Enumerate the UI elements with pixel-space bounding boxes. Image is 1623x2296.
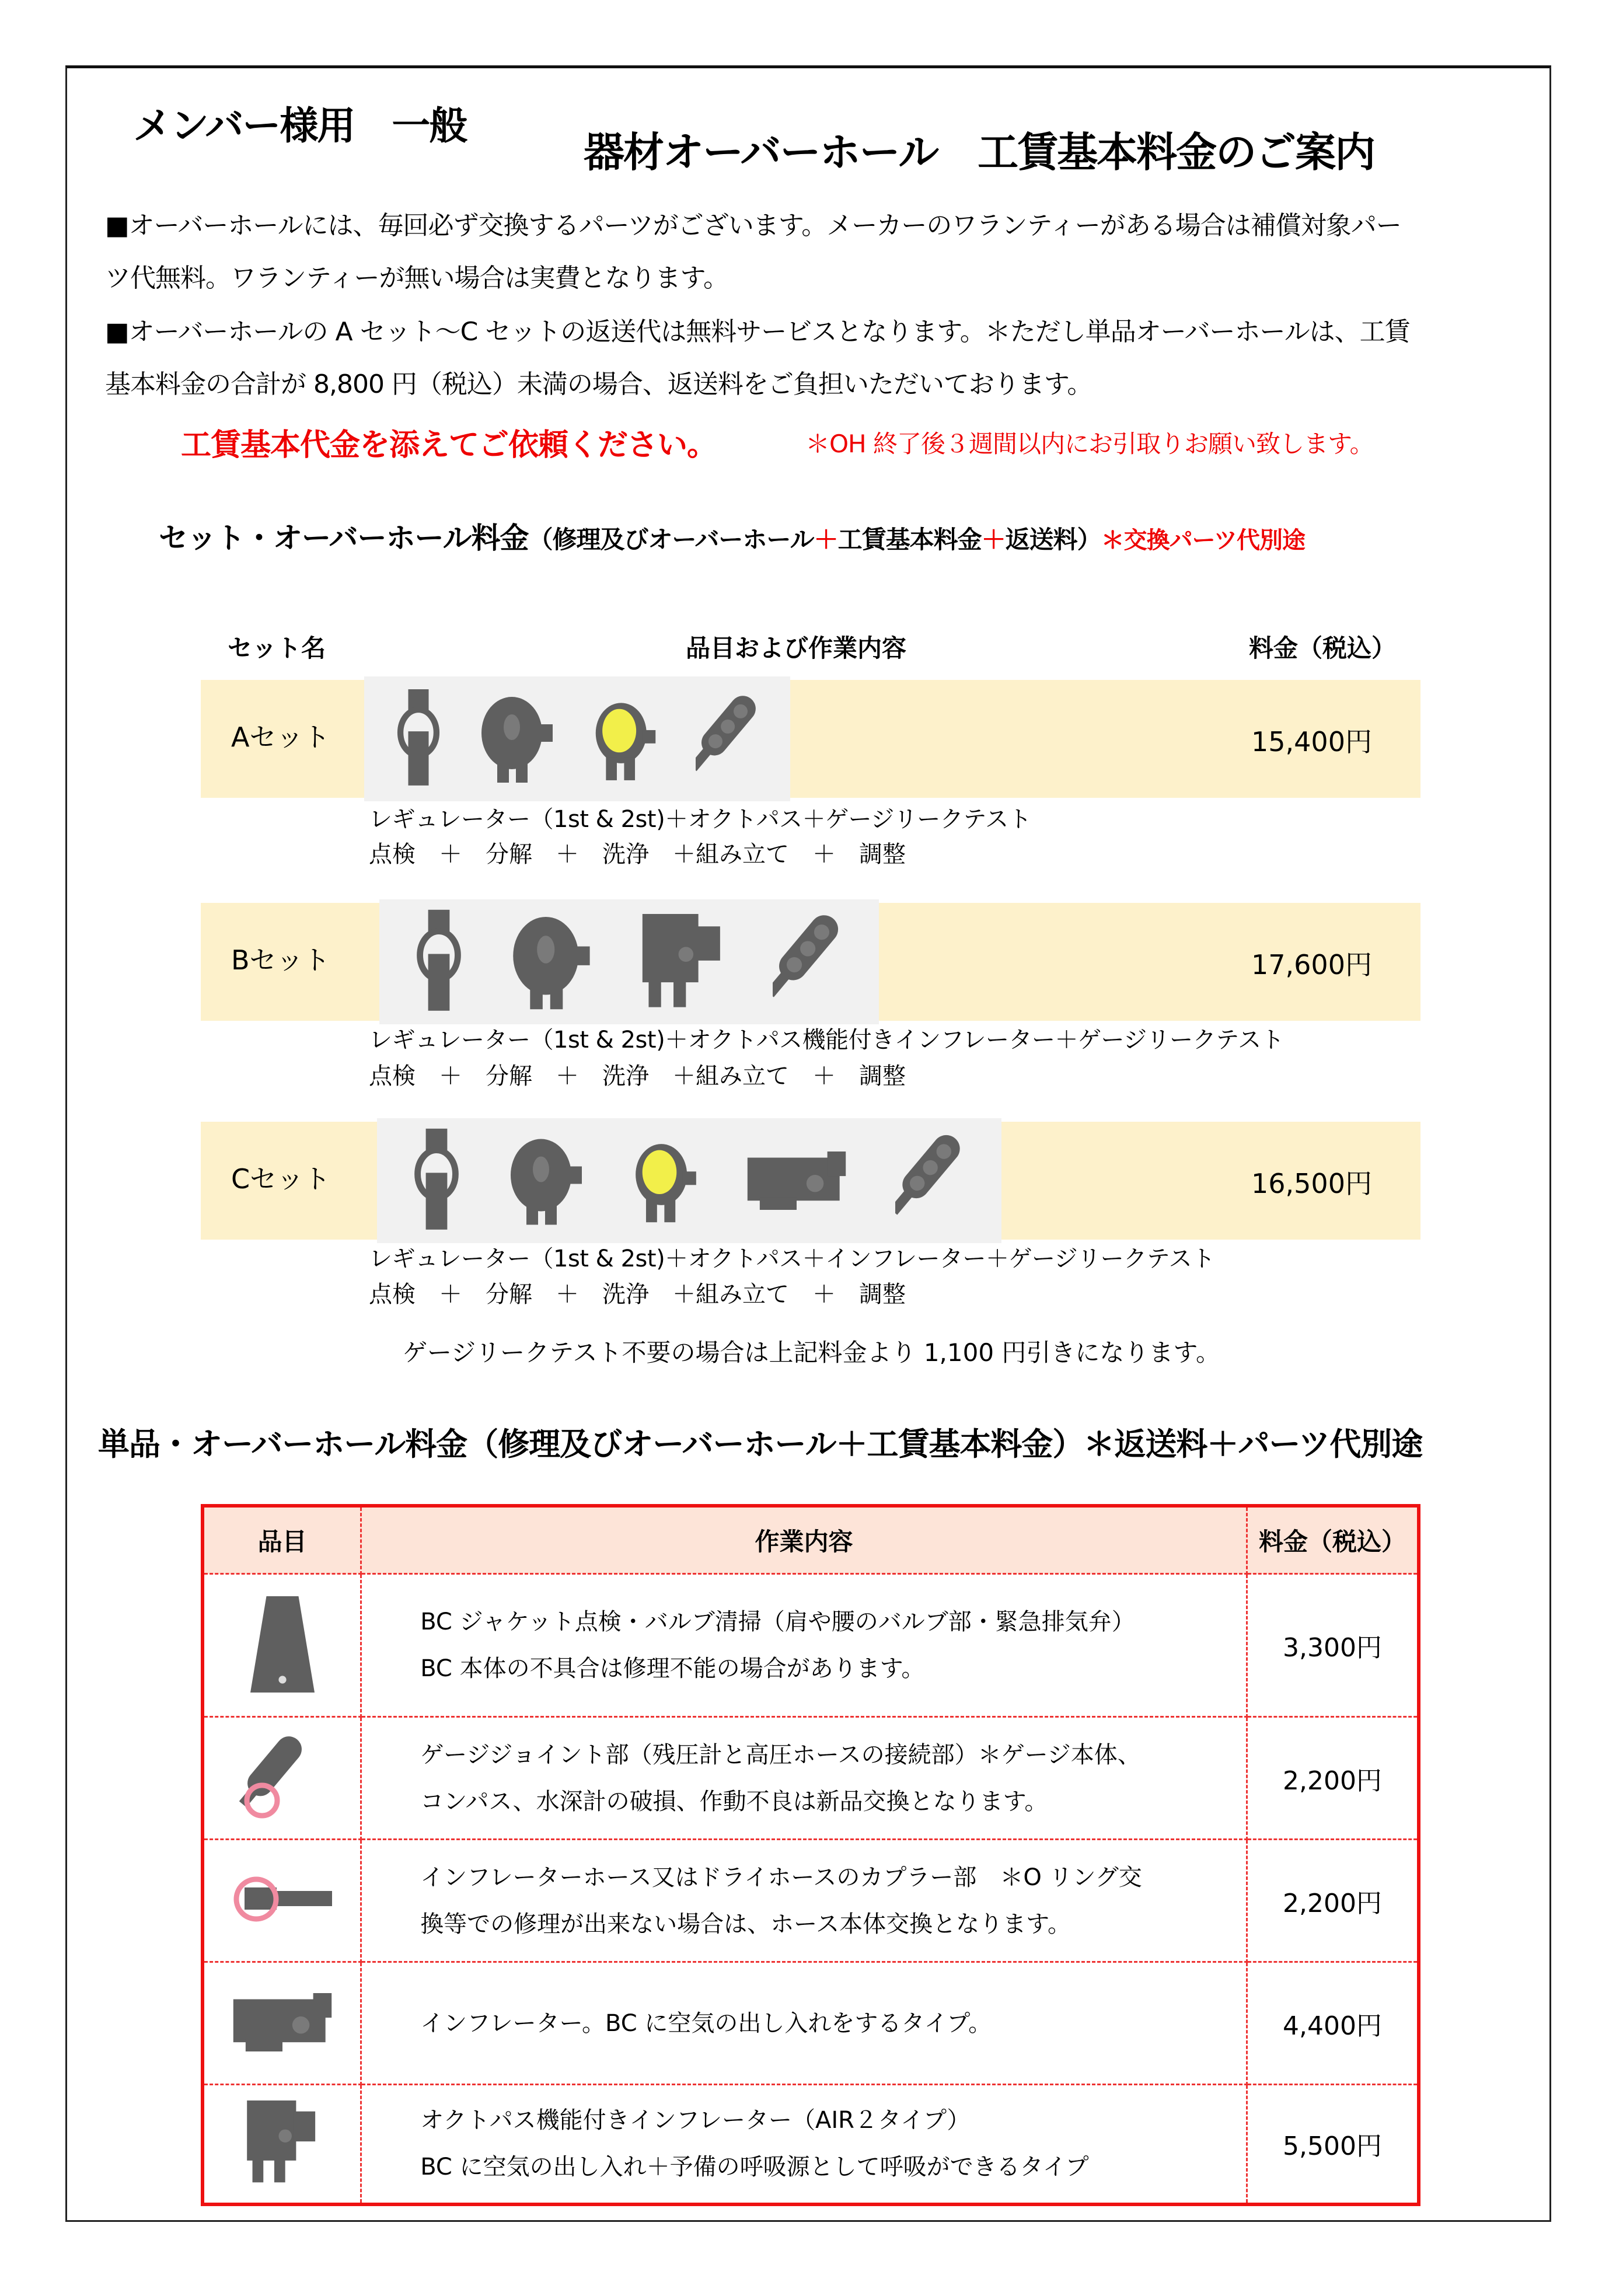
- table-row: [203, 1574, 1419, 1717]
- work-line: BC に空気の出し入れ＋予備の呼吸源として呼吸ができるタイプ: [420, 2154, 1089, 2181]
- column-header-item: 品目: [203, 1506, 361, 1574]
- price-cell: 2,200円: [1247, 1717, 1419, 1840]
- column-header-items: 品目および作業内容: [686, 634, 907, 662]
- set-items-image: [364, 676, 790, 801]
- work-line: インフレーターホース又はドライホースのカプラー部 ＊O リング交: [420, 1864, 1142, 1891]
- set-name: Cセット: [231, 1163, 331, 1195]
- set-steps: 点検 ＋ 分解 ＋ 洗浄 ＋組み立て ＋ 調整: [369, 1281, 906, 1308]
- second-stage-regulator-icon: [511, 911, 593, 1013]
- work-line: ゲージジョイント部（残圧計と高圧ホースの接続部）＊ゲージ本体、: [420, 1741, 1141, 1768]
- first-stage-regulator-icon: [413, 1128, 460, 1233]
- table-header-row: [203, 1506, 1419, 1574]
- plus-sign: ＋: [814, 525, 838, 554]
- set-title-main: セット・オーバーホール料金: [159, 521, 529, 555]
- set-steps: 点検 ＋ 分解 ＋ 洗浄 ＋組み立て ＋ 調整: [369, 841, 906, 868]
- gauge-icon: [773, 908, 843, 1016]
- work-description: [361, 1840, 1247, 1962]
- column-header-set: セット名: [228, 634, 326, 662]
- table-row: [203, 2085, 1419, 2204]
- pickup-note: ＊OH 終了後３週間以内にお引取りお願い致します。: [805, 430, 1374, 458]
- octopus-inflator-icon: [642, 914, 724, 1010]
- audience-label: メンバー様用 一般: [133, 103, 467, 148]
- work-line: 換等での修理が出来ない場合は、ホース本体交換となります。: [420, 1910, 1071, 1938]
- item-image-cell: [203, 1717, 361, 1840]
- page-title: 器材オーバーホール 工賃基本料金のご案内: [584, 128, 1375, 176]
- table-row: [203, 1840, 1419, 1962]
- notice-line: ■オーバーホールには、毎回必ず交換するパーツがございます。メーカーのワランティーがある場合は補償対象パー: [105, 211, 1401, 240]
- inflator-icon: [227, 1993, 338, 2051]
- set-name: Aセット: [231, 721, 330, 753]
- notice-line: ツ代無料。ワランティーが無い場合は実費となります。: [105, 263, 728, 293]
- gauge-icon: [895, 1128, 965, 1233]
- work-line: コンパス、水深計の破損、作動不良は新品交換となります。: [420, 1788, 1048, 1815]
- work-line: インフレーター。BC に空気の出し入れをするタイプ。: [420, 2009, 992, 2037]
- work-description: [361, 1574, 1247, 1717]
- price-cell: 3,300円: [1247, 1574, 1419, 1717]
- notice-line: ■オーバーホールの A セット～C セットの返送代は無料サービスとなります。＊ただし単品オーバーホールは、工賃: [105, 317, 1410, 347]
- work-line: BC ジャケット点検・バルブ清掃（肩や腰のバルブ部・緊急排気弁）: [420, 1608, 1135, 1635]
- work-description: [361, 2085, 1247, 2204]
- work-description: [361, 1717, 1247, 1840]
- work-line: BC 本体の不具合は修理不能の場合があります。: [420, 1655, 925, 1682]
- set-row-a: [201, 680, 1420, 798]
- column-header-price: 料金（税込）: [1249, 634, 1397, 662]
- item-image-cell: [203, 1840, 361, 1962]
- gauge-test-discount-note: ゲージリークテスト不要の場合は上記料金より 1,100 円引きになります。: [403, 1338, 1221, 1367]
- table-row: [203, 1962, 1419, 2085]
- single-section-title: 単品・オーバーホール料金（修理及びオーバーホール＋工賃基本料金）＊返送料＋パーツ代別途: [98, 1426, 1423, 1463]
- gauge-joint-icon: [239, 1728, 326, 1827]
- second-stage-regulator-icon: [509, 1133, 585, 1229]
- single-price-table: [201, 1504, 1420, 2206]
- notice-line: 基本料金の合計が 8,800 円（税込）未満の場合、返送料をご負担いただいております。: [105, 369, 1093, 399]
- set-price: 15,400円: [1251, 726, 1372, 758]
- set-items-image: [379, 899, 879, 1024]
- price-cell: 4,400円: [1247, 1962, 1419, 2085]
- set-price: 17,600円: [1251, 949, 1372, 980]
- set-title-open: （修理及びオーバーホール: [528, 525, 814, 554]
- octopus-inflator-icon: [236, 2100, 329, 2185]
- first-stage-regulator-icon: [395, 689, 442, 788]
- item-image-cell: [203, 1574, 361, 1717]
- price-cell: 5,500円: [1247, 2085, 1419, 2204]
- first-stage-regulator-icon: [416, 906, 462, 1017]
- work-description: [361, 1962, 1247, 2085]
- set-section-title: [159, 515, 1305, 557]
- octopus-icon: [594, 697, 658, 781]
- column-header-price: 料金（税込）: [1247, 1506, 1419, 1574]
- table-row: [203, 1717, 1419, 1840]
- item-image-cell: [203, 2085, 361, 2204]
- set-description: レギュレーター（1st & 2st)＋オクトパス機能付きインフレーター＋ゲージリークテスト: [369, 1027, 1285, 1053]
- set-steps: 点検 ＋ 分解 ＋ 洗浄 ＋組み立て ＋ 調整: [369, 1063, 906, 1090]
- bc-jacket-icon: [250, 1596, 315, 1693]
- set-name: Bセット: [231, 944, 330, 976]
- set-description: レギュレーター（1st & 2st)＋オクトパス＋インフレーター＋ゲージリークテスト: [369, 1245, 1215, 1272]
- request-emphasis: 工賃基本代金を添えてご依頼ください。: [181, 428, 717, 463]
- set-title-end: 返送料）: [1005, 525, 1101, 554]
- set-row-c: [201, 1122, 1420, 1240]
- set-title-mid: 工賃基本料金: [837, 525, 982, 554]
- hose-coupler-icon: [224, 1868, 341, 1932]
- set-description: レギュレーター（1st & 2st)＋オクトパス＋ゲージリークテスト: [369, 806, 1032, 833]
- item-image-cell: [203, 1962, 361, 2085]
- plus-sign: ＋: [981, 525, 1006, 554]
- gauge-icon: [696, 689, 760, 788]
- set-row-b: [201, 903, 1420, 1021]
- price-cell: 2,200円: [1247, 1840, 1419, 1962]
- column-header-work: 作業内容: [361, 1506, 1247, 1574]
- parts-extra-note: ＊交換パーツ代別途: [1101, 527, 1306, 554]
- octopus-icon: [634, 1137, 698, 1224]
- second-stage-regulator-icon: [480, 692, 556, 786]
- set-price: 16,500円: [1251, 1168, 1372, 1199]
- inflator-icon: [747, 1152, 846, 1210]
- set-items-image: [377, 1118, 1001, 1243]
- work-line: オクトパス機能付きインフレーター（AIR２タイプ）: [420, 2107, 971, 2134]
